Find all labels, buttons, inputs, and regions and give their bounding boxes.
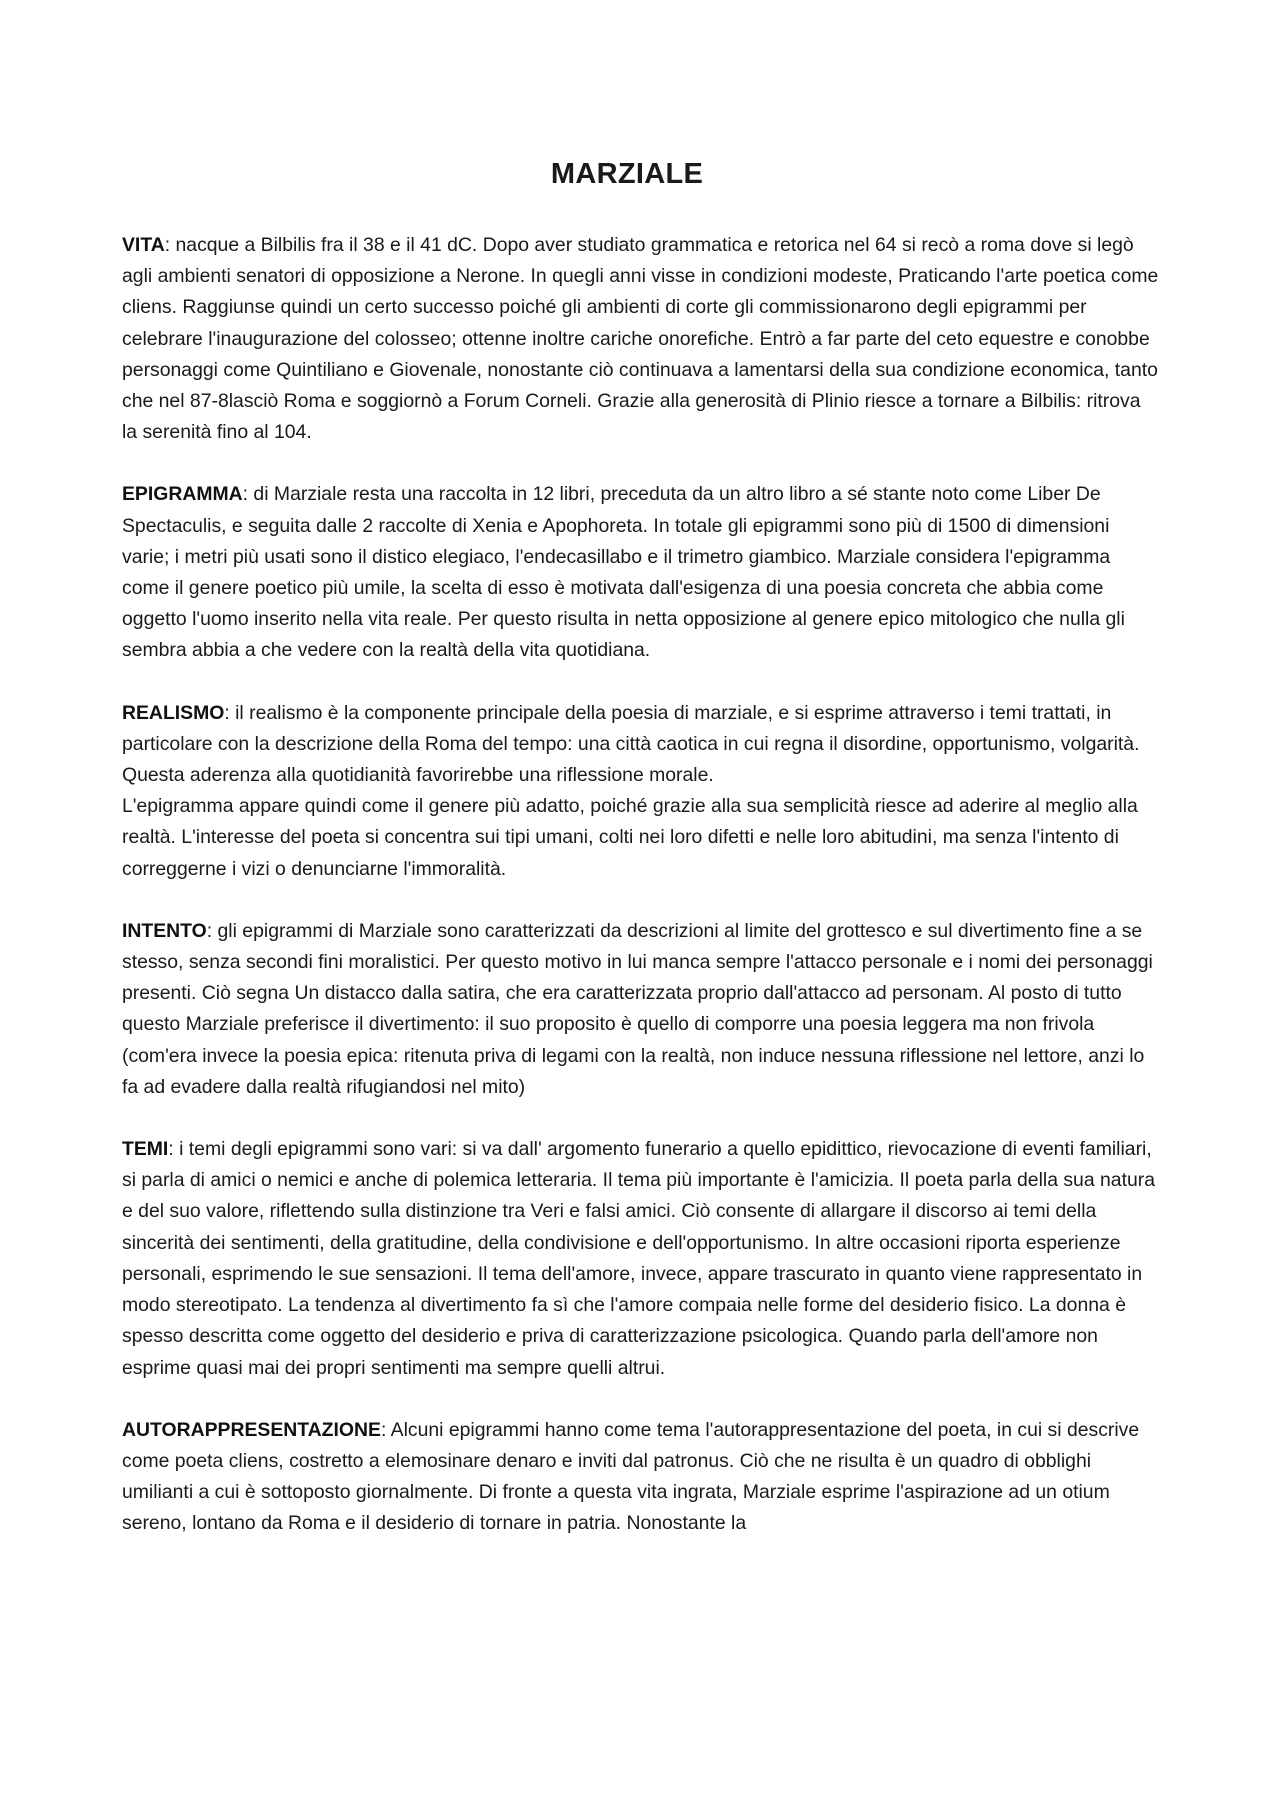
page-title: MARZIALE bbox=[550, 158, 704, 190]
section-autorappresentazione bbox=[122, 1415, 1160, 1540]
section-paragraph bbox=[122, 479, 1160, 666]
section-heading: AUTORAPPRESENTAZIONE bbox=[122, 1418, 381, 1441]
section-paragraph bbox=[122, 916, 1160, 1103]
document-body bbox=[122, 230, 1160, 1571]
section-paragraph bbox=[122, 1415, 1160, 1540]
section-text: L'epigramma appare quindi come il genere più adatto, poiché grazie alla sua semplicità riesce ad aderire al meglio alla realtà. L'interesse del poeta si concentra sui tipi umani, colti nei loro difetti e nelle loro abitudini, ma senza l'intento di correggerne i vizi o denunciarne l'immoralità. bbox=[122, 795, 1138, 880]
section-text: : di Marziale resta una raccolta in 12 libri, preceduta da un altro libro a sé stante noto come Liber De Spectaculis, e seguita dalle 2 raccolte di Xenia e Apophoreta. In totale gli epigrammi sono più di 1500 di dimensioni varie; i metri più usati sono il distico elegiaco, l'endecasillabo e il trimetro giambico. Marziale considera l'epigramma come il genere poetico più umile, la scelta di esso è motivata dall'esigenza di una poesia concreta che abbia come oggetto l'uomo inserito nella vita reale. Per questo risulta in netta opposizione al genere epico mitologico che nulla gli sembra abbia a che vedere con la realtà della vita quotidiana. bbox=[122, 483, 1125, 662]
section-heading: INTENTO bbox=[122, 919, 207, 942]
section-paragraph bbox=[122, 230, 1160, 448]
section-paragraph bbox=[122, 1134, 1160, 1384]
section-temi bbox=[122, 1134, 1160, 1384]
section-heading: TEMI bbox=[122, 1138, 169, 1161]
section-paragraph bbox=[122, 698, 1160, 792]
section-intento bbox=[122, 916, 1160, 1103]
section-text: : Alcuni epigrammi hanno come tema l'autorappresentazione del poeta, in cui si descrive come poeta cliens, costretto a elemosinare denaro e inviti dal patronus. Ciò che ne risulta è un quadro di obblighi umilianti a cui è sottoposto giornalmente. Di fronte a questa vita ingrata, Marziale esprime l'aspirazione ad un otium sereno, lontano da Roma e il desiderio di tornare in patria. Nonostante la bbox=[122, 1418, 1140, 1535]
section-text: : il realismo è la componente principale della poesia di marziale, e si esprime attraverso i temi trattati, in particolare con la descrizione della Roma del tempo: una città caotica in cui regna il disordine, opportunismo, volgarità. Questa aderenza alla quotidianità favorirebbe una riflessione morale. bbox=[122, 701, 1140, 787]
section-vita bbox=[122, 230, 1160, 448]
section-heading: VITA bbox=[122, 234, 165, 256]
section-text: : i temi degli epigrammi sono vari: si va dall' argomento funerario a quello epidittico, rievocazione di eventi familiari, si parla di amici o nemici e anche di polemica letteraria. Il tema più importante è l'amicizia. Il poeta parla della sua natura e del suo valore, riflettendo sulla distinzione tra Veri e falsi amici. Ciò consente di allargare il discorso ai temi della sincerità dei sentimenti, della gratitudine, della condivisione e dell'opportunismo. In altre occasioni riporta esperienze personali, esprimendo le sue sensazioni. Il tema dell'amore, invece, appare trascurato in quanto viene rappresentato in modo stereotipato. La tendenza al divertimento fa sì che l'amore compaia nelle forme del desiderio fisico. La donna è spesso descritta come oggetto del desiderio e priva di caratterizzazione psicologica. Quando parla dell'amore non esprime quasi mai dei propri sentimenti ma sempre quelli altrui. bbox=[122, 1138, 1155, 1379]
section-heading: REALISMO bbox=[122, 701, 225, 724]
section-text: : gli epigrammi di Marziale sono caratterizzati da descrizioni al limite del grottesco e sul divertimento fine a se stesso, senza secondi fini moralistici. Per questo motivo in lui manca sempre l'attacco personale e i nomi dei personaggi presenti. Ciò segna Un distacco dalla satira, che era caratterizzata proprio dall'attacco ad personam. Al posto di tutto questo Marziale preferisce il divertimento: il suo proposito è quello di comporre una poesia leggera ma non frivola (com'era invece la poesia epica: ritenuta priva di legami con la realtà, non induce nessuna riflessione nel lettore, anzi lo fa ad evadere dalla realtà rifugiandosi nel mito) bbox=[122, 919, 1153, 1098]
section-heading: EPIGRAMMA bbox=[122, 483, 243, 506]
section-paragraph bbox=[122, 791, 1160, 885]
section-epigramma bbox=[122, 479, 1160, 666]
section-text: : nacque a Bilbilis fra il 38 e il 41 dC. Dopo aver studiato grammatica e retorica nel 64 si recò a roma dove si legò agli ambienti senatori di opposizione a Nerone. In quegli anni visse in condizioni modeste, Praticando l'arte poetica come cliens. Raggiunse quindi un certo successo poiché gli ambienti di corte gli commissionarono degli epigrammi per celebrare l'inaugurazione del colosseo; ottenne inoltre cariche onorefiche. Entrò a far parte del ceto equestre e conobbe personaggi come Quintiliano e Giovenale, nonostante ciò continuava a lamentarsi della sua condizione economica, tanto che nel 87-8lasciò Roma e soggiornò a Forum Corneli. Grazie alla generosità di Plinio riesce a tornare a Bilbilis: ritrova la serenità fino al 104. bbox=[122, 234, 1159, 444]
section-realismo bbox=[122, 698, 1160, 885]
